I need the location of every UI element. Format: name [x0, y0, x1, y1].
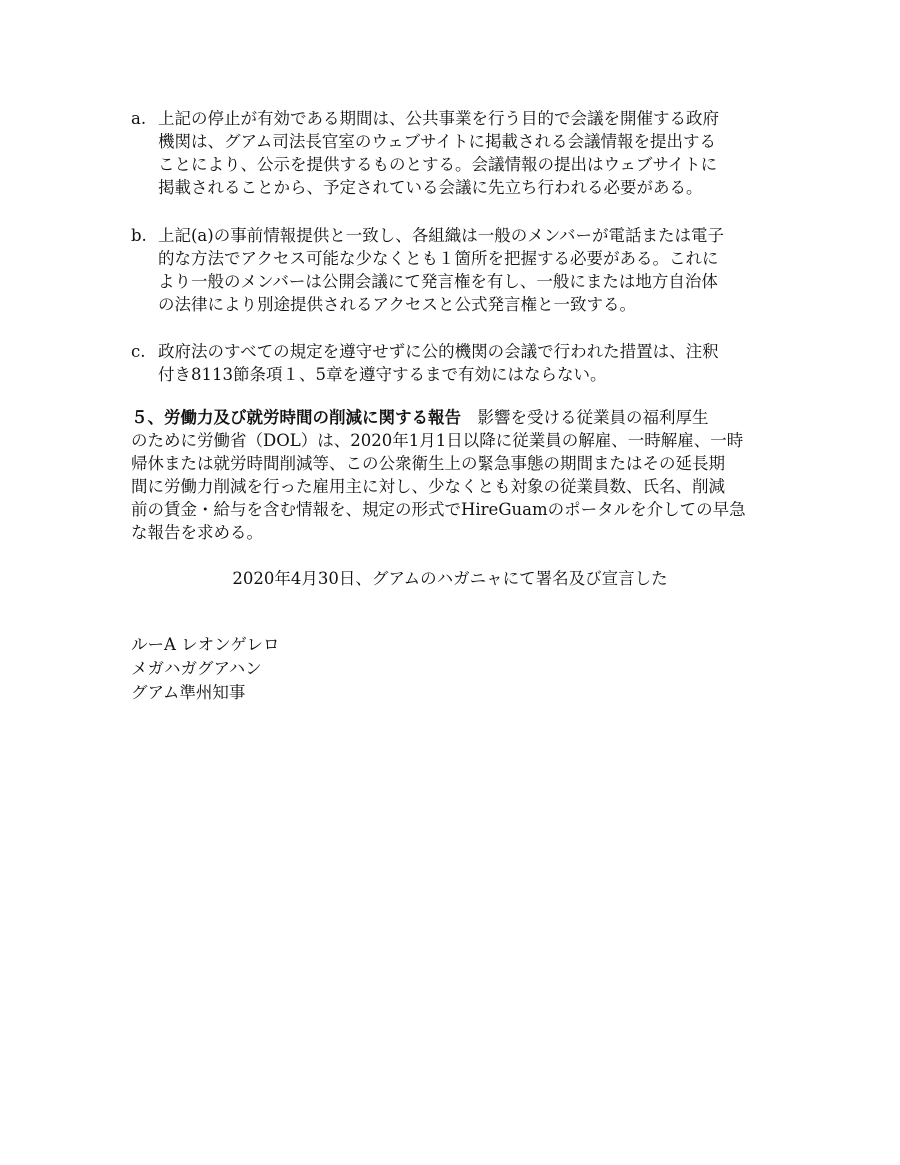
signatory-title: グアム準州知事	[131, 683, 246, 702]
signature-block	[131, 633, 280, 705]
section-5-heading: ５、労働力及び就労時間の削減に関する報告	[131, 408, 461, 427]
list-item-label: c.	[131, 342, 146, 361]
signed-date-line: 2020年4月30日、グアムのハガニャにて署名及び宣言した	[232, 569, 668, 588]
section-5-body: 影響を受ける従業員の福利厚生 のために労働省（DOL）は、2020年1月1日以降に従業員の解雇、一時解雇、一時 帰休または就労時間削減等、この公衆衛生上の緊急事態の期間またはその延長期 間に労働力削減を行った雇用主に対し、少なくとも対象の従業員数、氏名、削減 前の賃金・給与を含む情報を、規定の形式でHireGuamのポータルを介しての早急 な報告を求める。	[131, 408, 746, 542]
signatory-chamorro-name: メガハガグアハン	[131, 659, 262, 678]
list-item-text: 政府法のすべての規定を遵守せずに公的機関の会議で行われた措置は、注釈 付き8113節条項１、5章を遵守するまで有効にはならない。	[158, 342, 719, 384]
section-5-paragraph	[131, 406, 776, 544]
list-item-text: 上記(a)の事前情報提供と一致し、各組織は一般のメンバーが電話または電子 的な方法でアクセス可能な少なくとも１箇所を把握する必要がある。これに より一般のメンバーは公開会議にて発言権を有し、一般にまたは地方自治体 の法律により別途提供されるアクセスと公式発言権と一致する。	[158, 226, 725, 314]
list-item-label: b.	[131, 226, 147, 245]
list-item-c	[131, 340, 781, 386]
list-item-label: a.	[131, 109, 147, 128]
list-item-a	[131, 107, 781, 199]
signatory-name: ルーA レオンゲレロ	[131, 635, 280, 654]
list-item-text: 上記の停止が有効である期間は、公共事業を行う目的で会議を開催する政府 機関は、グアム司法長官室のウェブサイトに掲載される会議情報を提出する ことにより、公示を提供するものとする。会議情報の提出はウェブサイトに 掲載されることから、予定されている会議に先立ち行われる必要がある。	[158, 109, 719, 197]
list-item-b	[131, 224, 781, 316]
